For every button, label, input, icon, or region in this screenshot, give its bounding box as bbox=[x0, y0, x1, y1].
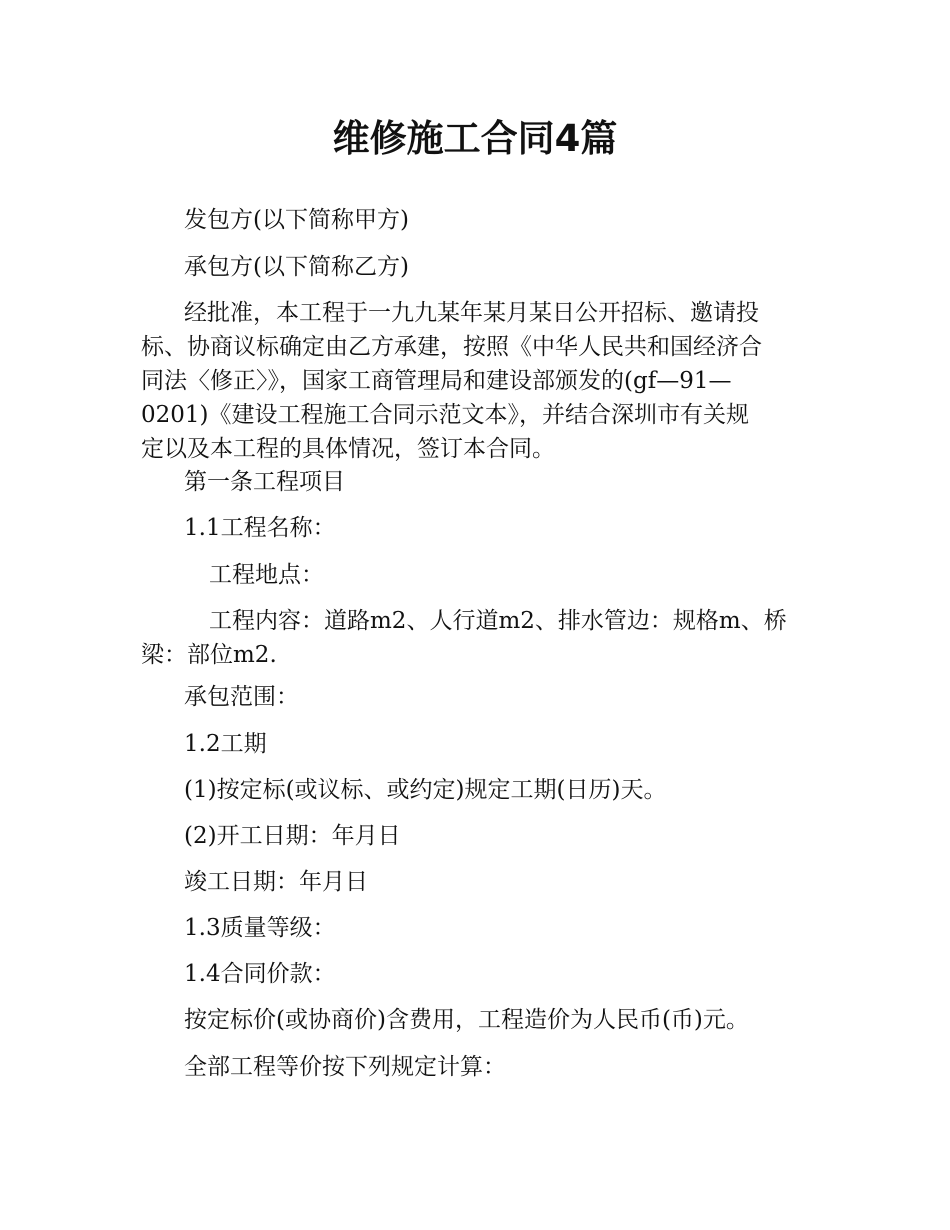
item-completion-date: 竣工日期：年月日 bbox=[184, 869, 368, 895]
preamble-line-4: 0201)《建设工程施工合同示范文本》，并结合深圳市有关规 bbox=[141, 402, 750, 428]
item-contract-scope: 承包范围： bbox=[184, 684, 299, 710]
content-line-2: 梁：部位m2. bbox=[141, 642, 277, 668]
item-price-detail: 按定标价(或协商价)含费用，工程造价为人民币(币)元。 bbox=[184, 1007, 749, 1033]
item-project-name: 1.1工程名称： bbox=[184, 515, 336, 541]
document-title: 维修施工合同4篇 bbox=[332, 117, 618, 160]
preamble-line-2: 标、协商议标确定由乙方承建，按照《中华人民共和国经济合 bbox=[141, 334, 762, 360]
item-project-location: 工程地点： bbox=[209, 562, 324, 588]
item-duration-days: (1)按定标(或议标、或约定)规定工期(日历)天。 bbox=[184, 777, 667, 803]
preamble-line-3: 同法〈修正〉》，国家工商管理局和建设部颁发的(gf—91— bbox=[141, 368, 732, 394]
item-contract-price: 1.4合同价款： bbox=[184, 961, 336, 987]
preamble-line-1: 经批准，本工程于一九九某年某月某日公开招标、邀请投 bbox=[184, 300, 759, 326]
section-heading-project: 第一条工程项目 bbox=[184, 469, 345, 495]
preamble-line-5: 定以及本工程的具体情况，签订本合同。 bbox=[141, 436, 555, 462]
paragraph-preamble bbox=[141, 296, 813, 466]
item-price-calculation: 全部工程等价按下列规定计算： bbox=[184, 1054, 506, 1080]
item-quality-grade: 1.3质量等级： bbox=[184, 915, 336, 941]
paragraph-employer: 发包方(以下简称甲方) bbox=[184, 207, 409, 233]
item-duration-heading: 1.2工期 bbox=[184, 731, 267, 757]
paragraph-contractor: 承包方(以下简称乙方) bbox=[184, 254, 409, 280]
item-start-date: (2)开工日期：年月日 bbox=[184, 823, 401, 849]
content-line-1: 工程内容：道路m2、人行道m2、排水管边：规格m、桥 bbox=[209, 608, 787, 634]
item-project-content bbox=[141, 604, 813, 672]
